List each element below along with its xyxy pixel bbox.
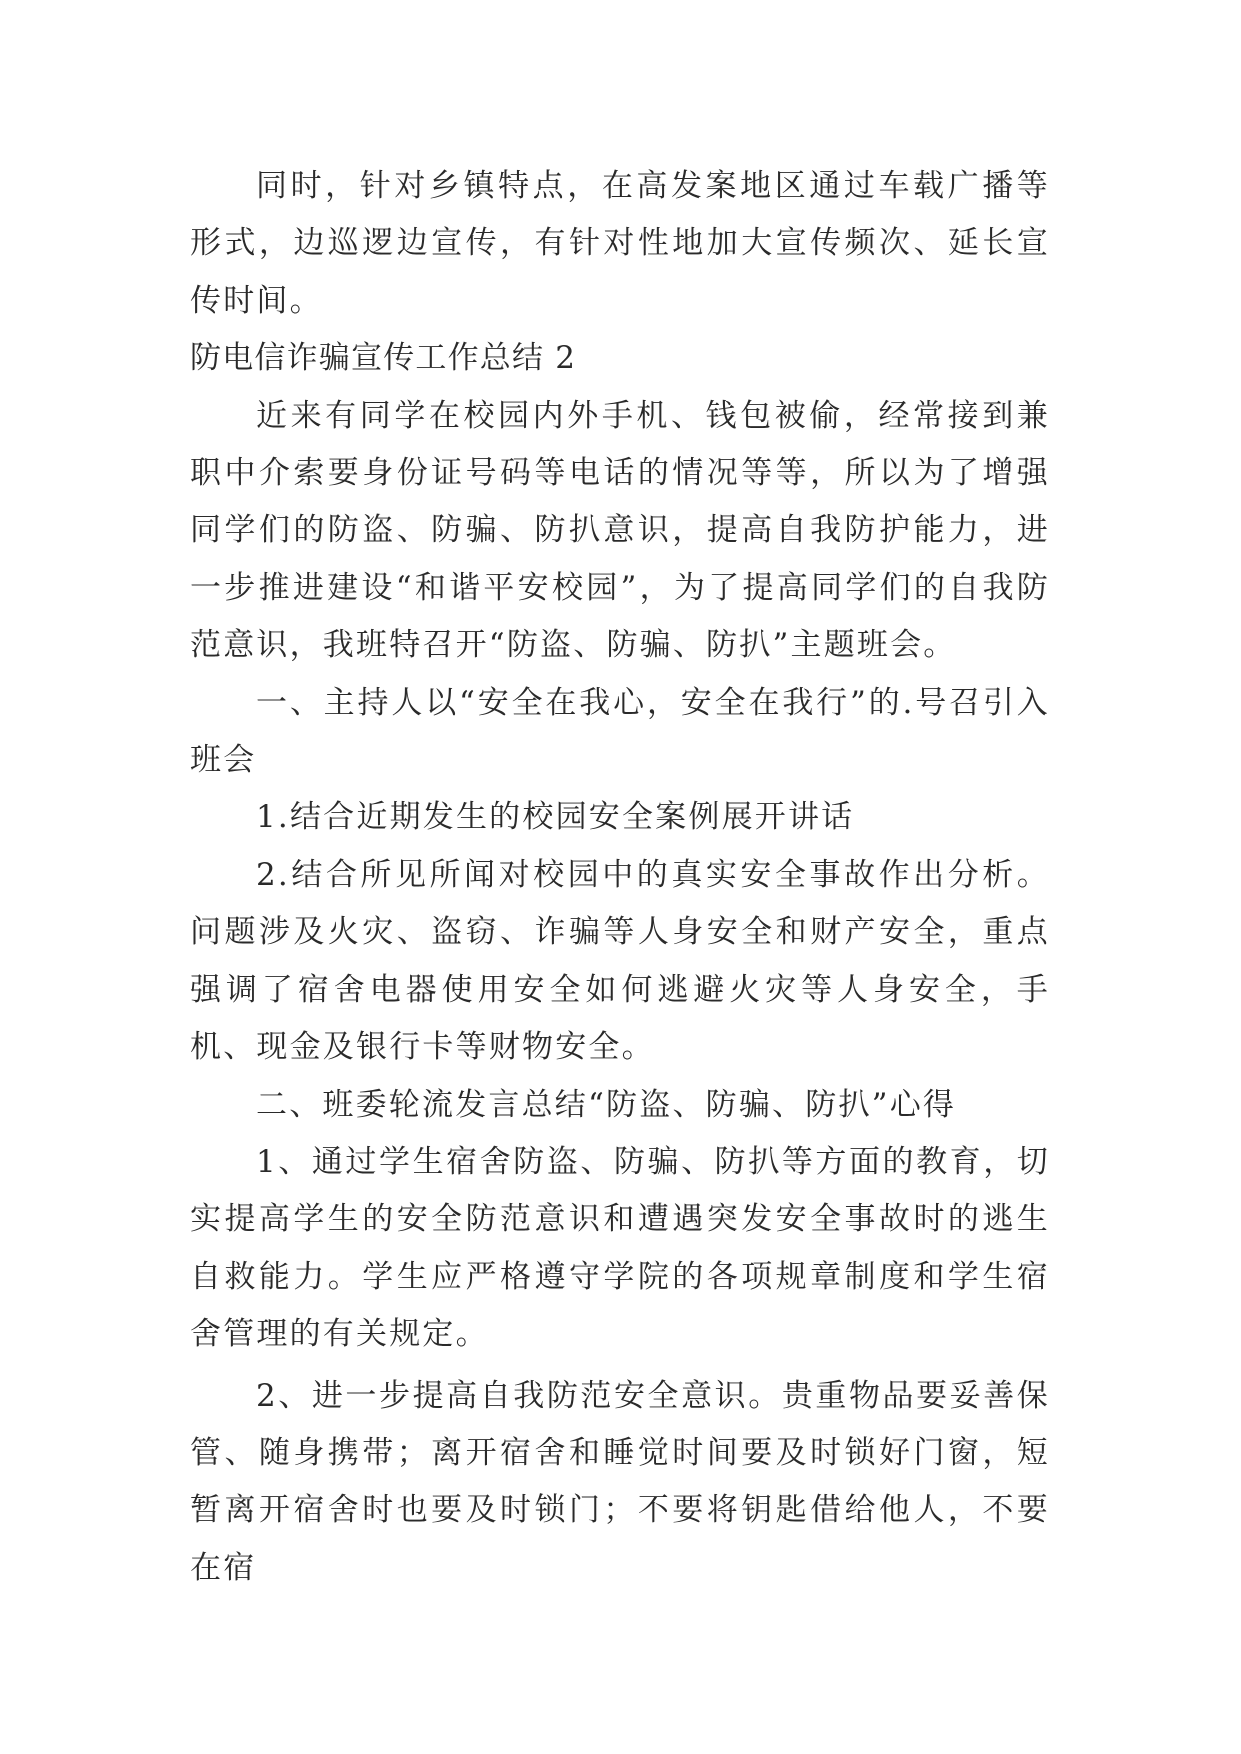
paragraph-part-one-heading: 一、主持人以“安全在我心，安全在我行”的.号召引入班会 <box>190 684 1050 779</box>
paragraph-item-1: 1.结合近期发生的校园安全案例展开讲话 <box>256 799 855 836</box>
paragraph-intro: 同时，针对乡镇特点，在高发案地区通过车载广播等形式，边巡逻边宣传，有针对性地加大宣传频次、延长宣传时间。 <box>190 168 1050 319</box>
paragraph-item-2: 2.结合所见所闻对校园中的真实安全事故作出分析。问题涉及火灾、盗窃、诈骗等人身安全和财产安全，重点强调了宿舍电器使用安全如何逃避火灾等人身安全，手机、现金及银行卡等财物安全。 <box>190 856 1050 1066</box>
paragraph-part-two-heading: 二、班委轮流发言总结“防盗、防骗、防扒”心得 <box>256 1086 957 1123</box>
section-title: 防电信诈骗宣传工作总结 2 <box>190 340 577 377</box>
paragraph-background: 近来有同学在校园内外手机、钱包被偷，经常接到兼职中介索要身份证号码等电话的情况等等，所以为了增强同学们的防盗、防骗、防扒意识，提高自我防护能力，进一步推进建设“和谐平安校园”，为了提高同学们的自我防范意识，我班特召开“防盗、防骗、防扒”主题班会。 <box>190 397 1050 664</box>
paragraph-point-1: 1、通过学生宿舍防盗、防骗、防扒等方面的教育，切实提高学生的安全防范意识和遭遇突发安全事故时的逃生自救能力。学生应严格遵守学院的各项规章制度和学生宿舍管理的有关规定。 <box>190 1143 1050 1353</box>
paragraph-point-2: 2、进一步提高自我防范安全意识。贵重物品要妥善保管、随身携带；离开宿舍和睡觉时间要及时锁好门窗，短暂离开宿舍时也要及时锁门；不要将钥匙借给他人，不要在宿 <box>190 1377 1050 1586</box>
document-body <box>190 158 1050 1597</box>
